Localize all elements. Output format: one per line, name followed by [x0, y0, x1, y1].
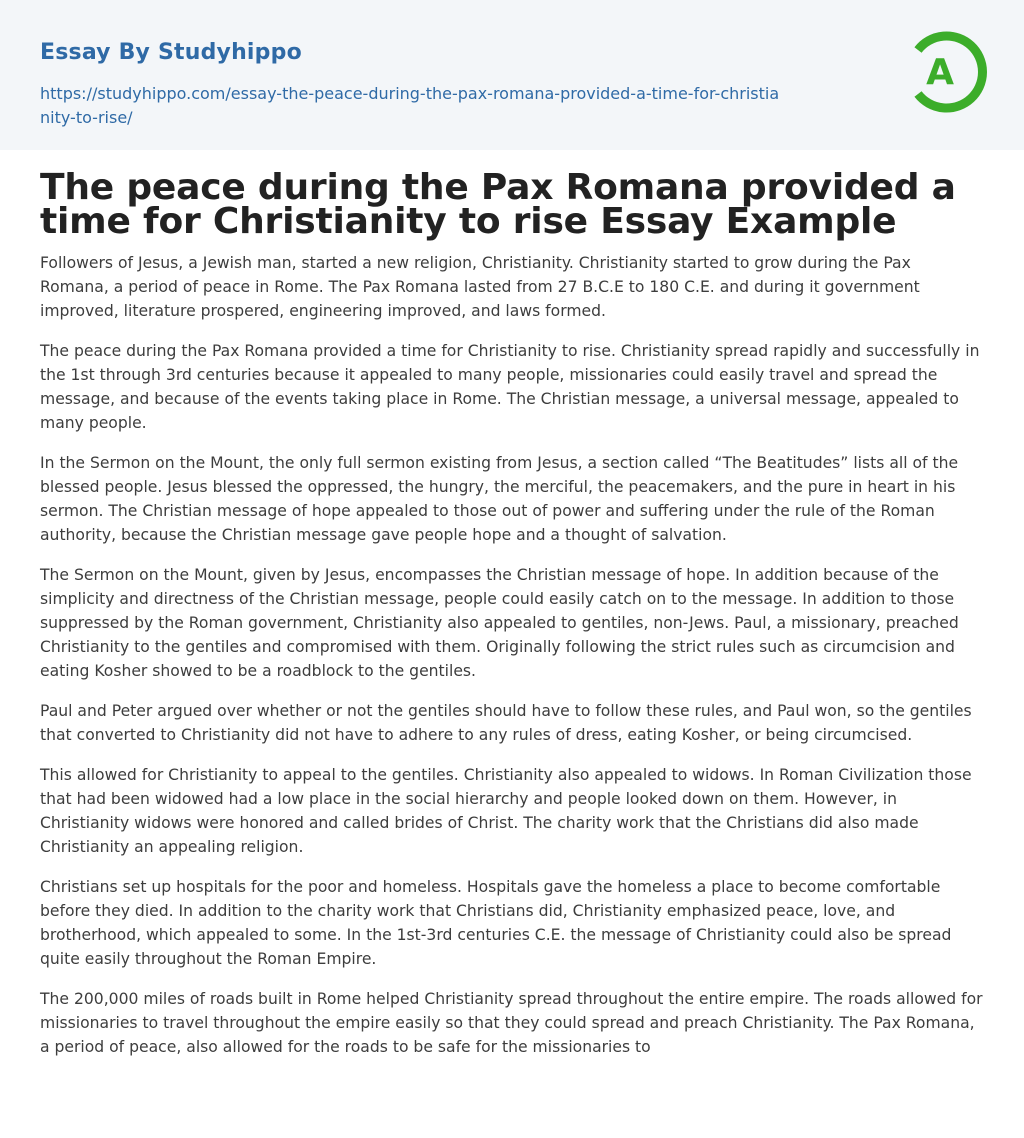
source-url-link[interactable]: https://studyhippo.com/essay-the-peace-during-the-pax-romana-provided-a-time-for-christianity-to-rise/	[40, 84, 780, 127]
essay-paragraph: Paul and Peter argued over whether or not the gentiles should have to follow these rules, and Paul won, so the gentiles that converted to Christianity did not have to adhere to any rules of dress, eating Kosher, or being circumcised.	[40, 702, 972, 744]
essay-paragraph: Followers of Jesus, a Jewish man, started a new religion, Christianity. Christianity started to grow during the Pax Romana, a period of peace in Rome. The Pax Romana lasted from 27 B.C.E to 180 C.E. and during it government improved, literature prospered, engineering improved, and laws formed.	[40, 254, 920, 320]
essay-paragraph: The peace during the Pax Romana provided a time for Christianity to rise. Christianity spread rapidly and successfully in the 1st through 3rd centuries because it appealed to many people, missionaries could easily travel and spread the message, and because of the events taking place in Rome. The Christian message, a universal message, appealed to many people.	[40, 342, 980, 432]
essay-paragraph: In the Sermon on the Mount, the only full sermon existing from Jesus, a section called “The Beatitudes” lists all of the blessed people. Jesus blessed the oppressed, the hungry, the merciful, the peacemakers, and the pure in heart in his sermon. The Christian message of hope appealed to those out of power and suffering under the rule of the Roman authority, because the Christian message gave people hope and a thought of salvation.	[40, 454, 959, 544]
essay-content	[40, 167, 984, 1075]
essay-title: The peace during the Pax Romana provided a time for Christianity to rise Essay Example	[40, 167, 956, 242]
brand-title: Essay By Studyhippo	[40, 40, 302, 65]
logo-letter: A	[926, 52, 954, 93]
essay-paragraph: The Sermon on the Mount, given by Jesus, encompasses the Christian message of hope. In addition because of the simplicity and directness of the Christian message, people could easily catch on to the message. In addition to those suppressed by the Roman government, Christianity also appealed to gentiles, non-Jews. Paul, a missionary, preached Christianity to the gentiles and compromised with them. Originally following the strict rules such as circumcision and eating Kosher showed to be a roadblock to the gentiles.	[40, 566, 959, 680]
studyhippo-logo-icon[interactable]	[904, 28, 988, 116]
essay-paragraph: The 200,000 miles of roads built in Rome helped Christianity spread throughout the entire empire. The roads allowed for missionaries to travel throughout the empire easily so that they could spread and preach Christianity. The Pax Romana, a period of peace, also allowed for the roads to be safe for the missionaries to	[40, 990, 983, 1056]
essay-paragraph: Christians set up hospitals for the poor and homeless. Hospitals gave the homeless a place to become comfortable before they died. In addition to the charity work that Christians did, Christianity emphasized peace, love, and brotherhood, which appealed to some. In the 1st-3rd centuries C.E. the message of Christianity could also be spread quite easily throughout the Roman Empire.	[40, 878, 952, 968]
essay-paragraph: This allowed for Christianity to appeal to the gentiles. Christianity also appealed to widows. In Roman Civilization those that had been widowed had a low place in the social hierarchy and people looked down on them. However, in Christianity widows were honored and called brides of Christ. The charity work that the Christians did also made Christianity an appealing religion.	[40, 766, 972, 856]
essay-body	[40, 251, 984, 1059]
site-header	[0, 0, 1024, 150]
